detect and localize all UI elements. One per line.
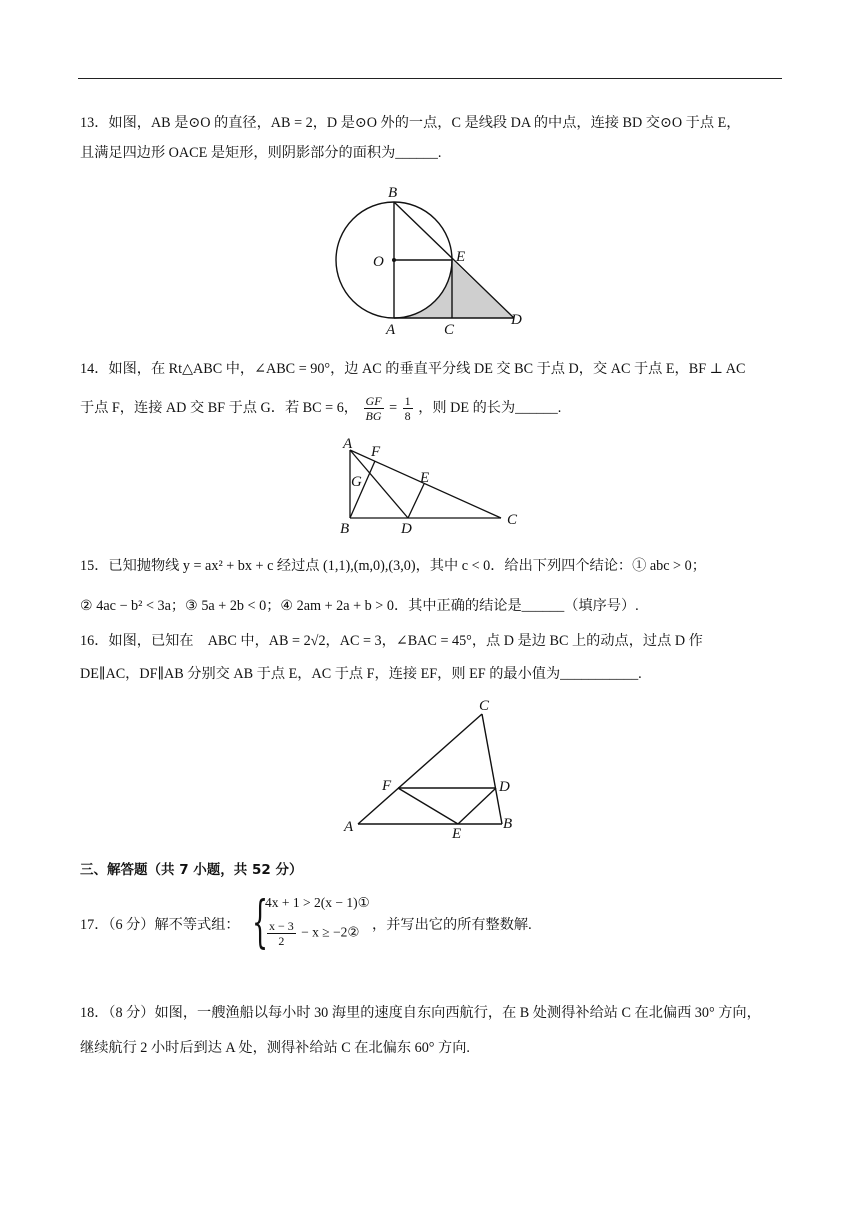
q14-label-b: B [340,521,350,537]
q13-figure [330,182,530,342]
q14-label-f: F [371,444,381,460]
q16-label-d: D [499,779,510,795]
q14-label-e: E [420,470,430,486]
q13-label-e: E [456,249,466,265]
q14-line2-a: 于点 F，连接 AD 交 BF 于点 G．若 BC = 6， [80,399,358,416]
q13-label-o: O [373,254,384,270]
top-rule [78,78,782,79]
q14-label-d: D [401,521,412,537]
q16-line2: DE∥AC，DF∥AB 分别交 AB 于点 E，AC 于点 F，连接 EF，则 EF 的最小值为___________. [80,666,642,682]
q16-label-a: A [344,819,354,835]
q18-line2: 继续航行 2 小时后到达 A 处，测得补给站 C 在北偏东 60° 方向. [80,1040,470,1056]
q17-fraction: $\frac{x - 3}{2}$ [269,919,294,948]
q14-line2-b: ，则 DE 的长为______. [418,399,562,416]
q14-label-c: C [507,512,518,528]
q13-label-c: C [444,322,455,338]
q16-label-e: E [452,826,462,842]
q18-line1: 18．（8 分）如图，一艘渔船以每小时 30 海里的速度自东向西航行，在 B 处测得补给站 C 在北偏西 30° 方向， [80,1005,761,1021]
q17-suffix: ，并写出它的所有整数解. [372,917,532,933]
q14-label-a: A [343,436,353,452]
q16-line1: 16．如图，已知在 ABC 中，AB = 2√2，AC = 3，∠BAC = 45°，点 D 是边 BC 上的动点，过点 D 作 [80,633,703,649]
q13-line1: 13．如图，AB 是⊙O 的直径，AB = 2，D 是⊙O 外的一点，C 是线段 DA 的中点，连接 BD 交⊙O 于点 E， [80,115,741,131]
q14-fraction-1-8: $\frac{1}{8}$ [404,394,411,423]
q16-label-c: C [479,698,490,714]
q14-figure [335,436,535,536]
section3-heading: 三、解答题（共 7 小题，共 52 分） [80,862,303,878]
q17-inequality-2: $\frac{x - 3}{2}$ − x ≥ −2② [269,919,360,948]
q13-label-b: B [388,185,398,201]
q15-line2: ② 4ac − b² < 3a；③ 5a + 2b < 0；④ 2am + 2a + b > 0．其中正确的结论是______（填序号）. [80,598,639,614]
q14-label-g: G [351,474,362,490]
q16-label-f: F [382,778,392,794]
q14-eq: = [389,399,398,416]
q16-label-b: B [503,816,513,832]
q13-line2: 且满足四边形 OACE 是矩形，则阴影部分的面积为______. [80,145,442,161]
q17-prefix: 17．（6 分）解不等式组： [80,917,240,933]
q17-inequality-1: 4x + 1 > 2(x − 1)① [265,895,370,910]
q13-label-a: A [386,322,396,338]
q13-label-d: D [511,312,522,328]
q17-brace: { [252,890,269,955]
q14-line2 [80,394,561,423]
q14-fraction-gf-bg: $\frac{GF}{BG}$ [365,394,382,423]
q15-line1: 15．已知抛物线 y = ax² + bx + c 经过点 (1,1),(m,0),(3,0)，其中 c < 0．给出下列四个结论：① abc > 0； [80,558,706,574]
q16-figure [340,692,530,842]
q14-line1: 14．如图，在 Rt△ABC 中，∠ABC = 90°，边 AC 的垂直平分线 DE 交 BC 于点 D，交 AC 于点 E，BF ⊥ AC [80,361,746,377]
